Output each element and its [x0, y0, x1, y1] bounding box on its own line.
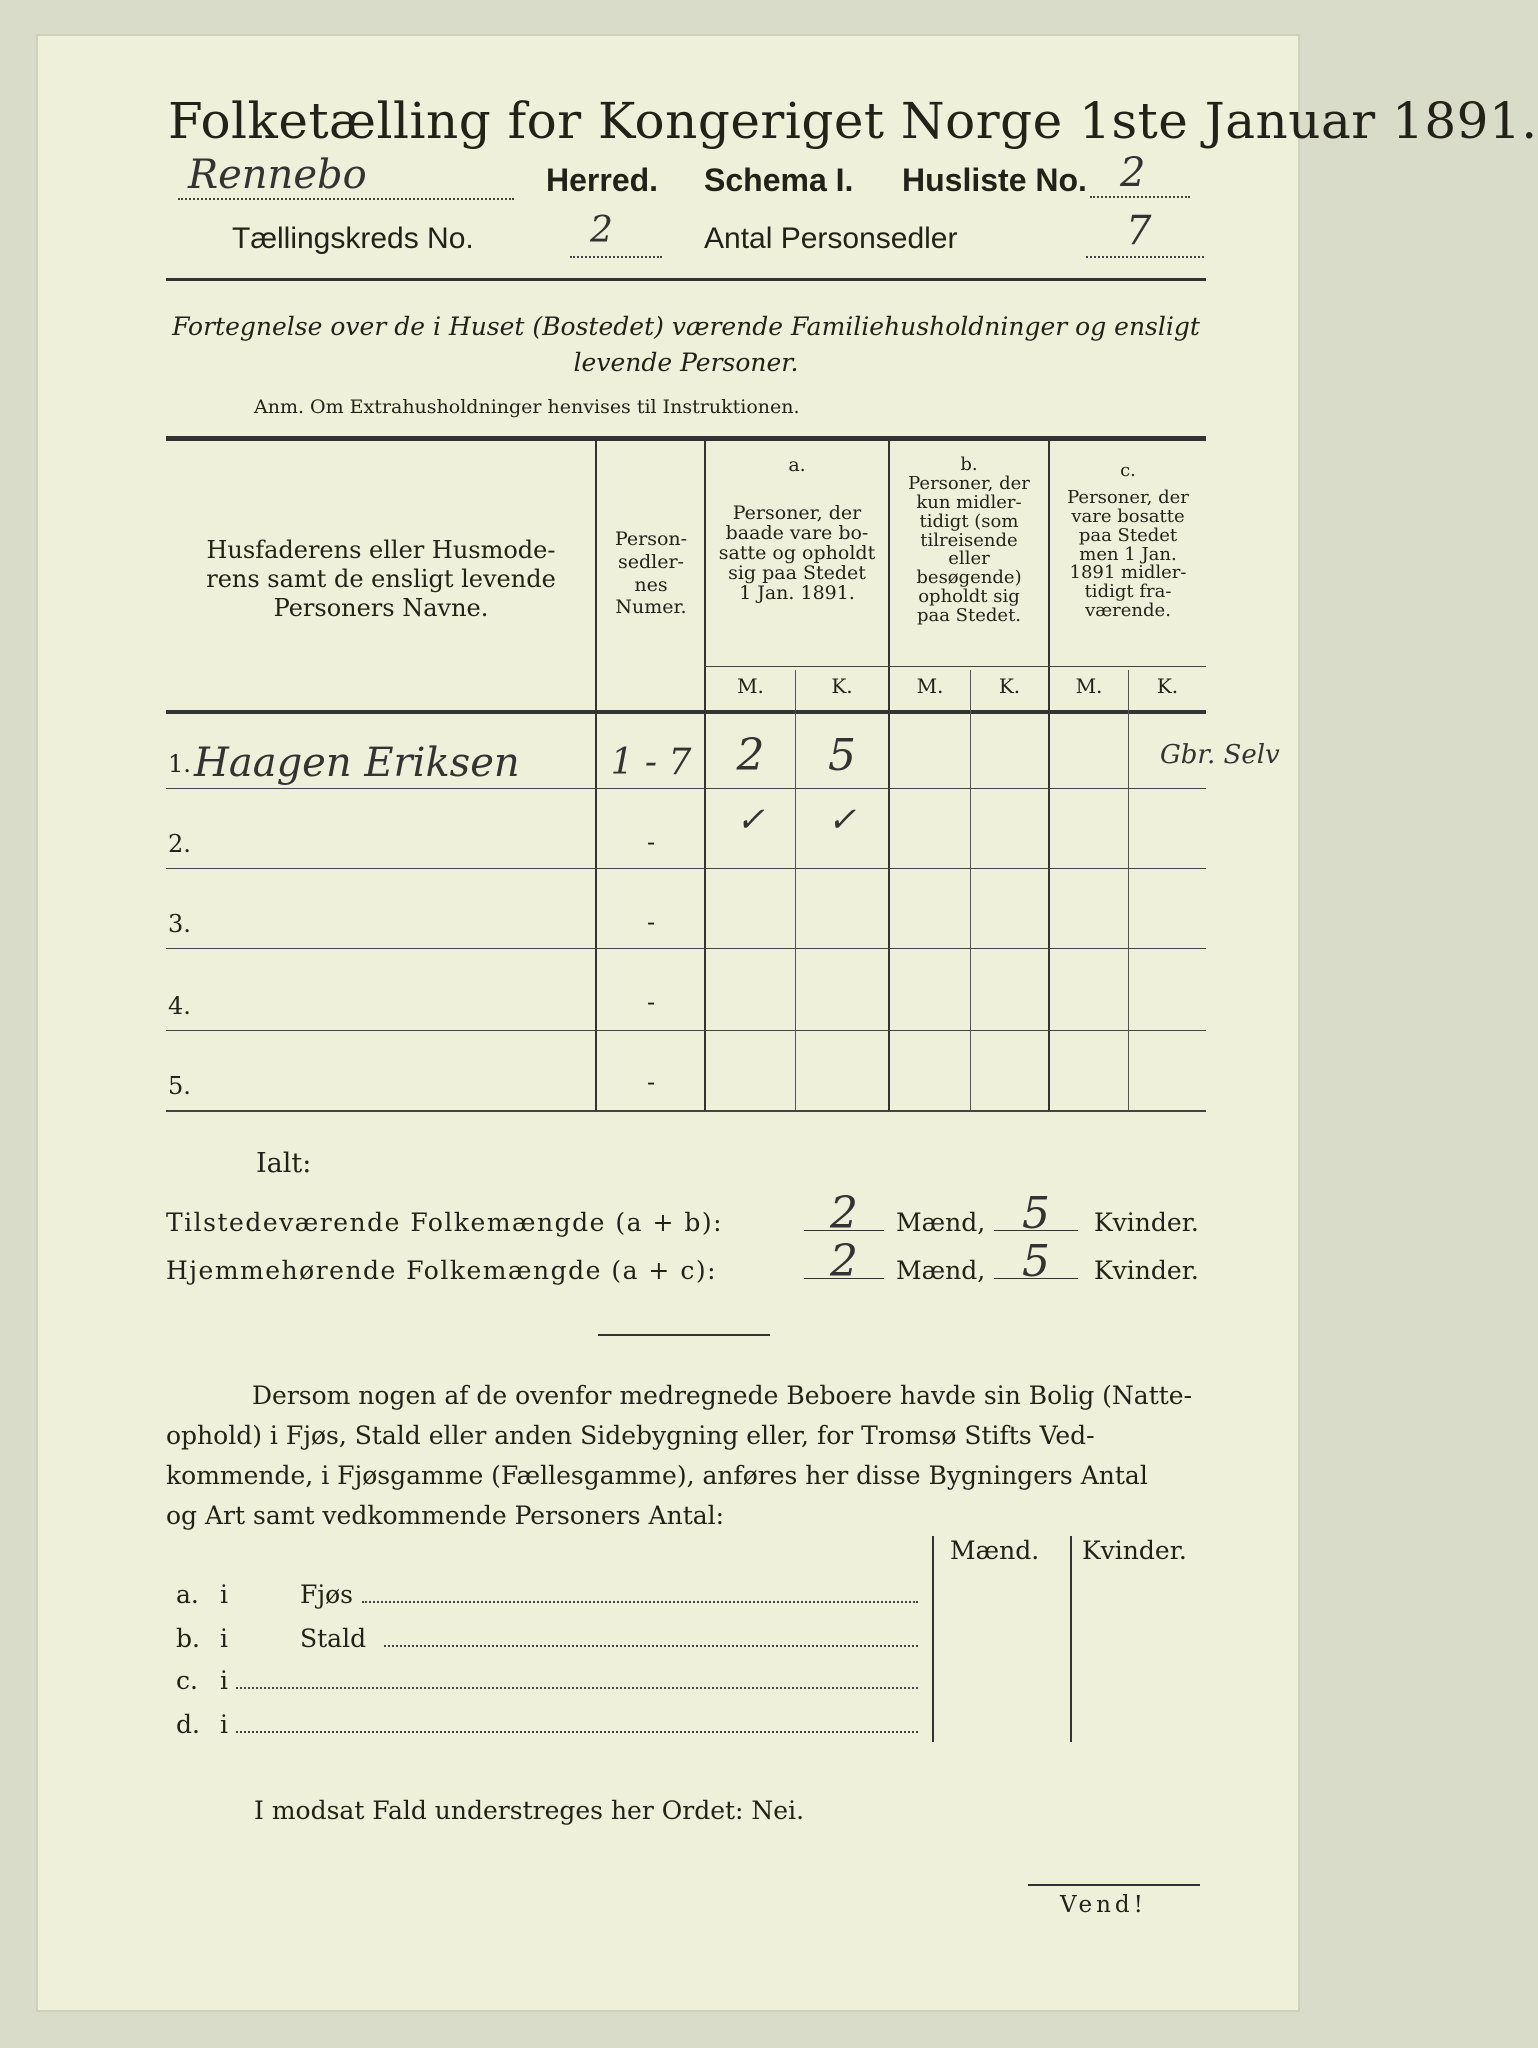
building-a-letter: a. — [176, 1580, 199, 1609]
subcol-divider — [1128, 670, 1129, 1110]
buildings-kvinder-head: Kvinder. — [1082, 1536, 1187, 1565]
row-a-k-check: ✓ — [827, 800, 857, 840]
col-a-line: Personer, der — [732, 501, 862, 524]
col-c-line: værende. — [1085, 600, 1171, 622]
row-a-m-check: ✓ — [736, 800, 765, 840]
col-b-line: Personer, der — [908, 472, 1030, 494]
hjemme-m-value: 2 — [830, 1236, 858, 1287]
tilstede-maend: Mænd, — [896, 1208, 986, 1237]
building-c-i: i — [220, 1666, 228, 1695]
anm-note: Anm. Om Extrahusholdninger henvises til Instruktionen. — [254, 396, 800, 418]
col-header-number — [598, 528, 704, 619]
row-name: Haagen Eriksen — [194, 740, 520, 786]
col-divider — [595, 441, 597, 1111]
buildings-col-divider — [1070, 1536, 1072, 1742]
m-label: M. — [916, 674, 944, 698]
table-top-rule — [166, 436, 1206, 441]
building-b-letter: b. — [176, 1624, 200, 1653]
col-b-line: paa Stedet. — [916, 605, 1022, 627]
col-c-line: tidigt fra- — [1084, 581, 1172, 603]
col-c-line: vare bosatte — [1071, 505, 1185, 527]
buildings-col-divider — [932, 1536, 934, 1742]
col-header-a — [706, 456, 888, 604]
row-sedler-number: - — [646, 828, 656, 856]
col-a-line: baade vare bo- — [725, 521, 869, 544]
husliste-value: 2 — [1120, 150, 1146, 196]
col-a-letter: a. — [788, 454, 806, 476]
intro-line-2: levende Personer. — [573, 348, 799, 377]
col-b-line: opholdt sig — [918, 586, 1020, 608]
col-b-line: eller — [948, 548, 990, 570]
row-rule — [166, 788, 1206, 789]
husliste-field — [1090, 150, 1190, 198]
building-c-letter: c. — [176, 1666, 198, 1695]
col-header-names-line: Personers Navne. — [273, 593, 489, 622]
building-b-i: i — [220, 1624, 228, 1653]
hjemme-kvinder: Kvinder. — [1094, 1256, 1199, 1285]
row-rule — [166, 948, 1206, 949]
herred-value: Rennebo — [188, 152, 367, 198]
col-header-number-line: sedler- — [618, 550, 684, 573]
col-a-line: 1 Jan. 1891. — [739, 581, 855, 604]
col-header-b — [890, 456, 1048, 626]
row-a-k: 5 — [828, 730, 856, 781]
col-c-line: paa Stedet — [1078, 524, 1178, 546]
m-label: M. — [737, 674, 764, 698]
col-header-c — [1050, 462, 1206, 621]
intro-line-1: Fortegnelse over de i Huset (Bostedet) værende Familiehusholdninger og ensligt — [172, 312, 1200, 341]
row-c-k-note: Gbr. Selv — [1160, 740, 1280, 770]
k-label: K. — [831, 674, 853, 698]
form-title: Folketælling for Kongeriget Norge 1ste Januar 1891. — [168, 92, 1538, 150]
m-label: M. — [1075, 674, 1103, 698]
col-c-line: Personer, der — [1067, 486, 1189, 508]
herred-label: Herred. — [546, 162, 659, 198]
subcol-divider — [970, 670, 971, 1110]
col-header-names-line: rens samt de ensligt levende — [206, 564, 556, 593]
buildings-para-line: kommende, i Fjøsgamme (Fællesgamme), anføres her disse Bygningers Antal — [166, 1461, 1148, 1490]
col-c-line: 1891 midler- — [1069, 562, 1187, 584]
mk-rule — [704, 666, 1206, 667]
header-rule — [166, 278, 1206, 281]
k-label: K. — [998, 674, 1021, 698]
husliste-label: Husliste No. — [902, 162, 1087, 198]
vend-label: Vend! — [1060, 1892, 1147, 1918]
buildings-para-line: og Art samt vedkommende Personers Antal: — [166, 1501, 725, 1530]
k-label: K. — [1156, 674, 1179, 698]
row-sedler-number: - — [646, 908, 656, 936]
col-b-letter: b. — [960, 454, 978, 475]
table-bottom-rule — [166, 1110, 1206, 1112]
antal-label: Antal Personsedler — [704, 222, 958, 255]
buildings-maend-head: Mænd. — [950, 1536, 1040, 1565]
building-c-dots — [236, 1686, 918, 1689]
antal-value: 7 — [1126, 208, 1152, 254]
building-d-i: i — [220, 1710, 228, 1739]
col-b-line: kun midler- — [916, 491, 1022, 513]
kreds-field — [570, 210, 662, 258]
col-header-names-line: Husfaderens eller Husmode- — [206, 536, 556, 564]
row-number: 5. — [168, 1072, 191, 1100]
table-header-rule — [166, 710, 1206, 714]
building-d-letter: d. — [176, 1710, 200, 1739]
tilstede-label: Tilstedeværende Folkemængde (a + b): — [166, 1208, 724, 1237]
buildings-para-line: ophold) i Fjøs, Stald eller anden Sidebygning eller, for Tromsø Stifts Ved- — [166, 1421, 1095, 1450]
row-number: 2. — [168, 830, 191, 858]
row-number: 4. — [168, 992, 191, 1020]
kreds-label: Tællingskreds No. — [232, 222, 474, 255]
col-b-line: tilreisende — [920, 529, 1018, 551]
ialt-label: Ialt: — [256, 1148, 312, 1179]
col-header-number-line: Person- — [614, 528, 688, 550]
antal-field — [1086, 208, 1204, 258]
buildings-paragraph — [166, 1376, 1206, 1536]
section-divider — [598, 1334, 770, 1336]
tilstede-kvinder: Kvinder. — [1094, 1208, 1199, 1237]
row-sedler-number: - — [646, 1068, 656, 1096]
building-a-label: Fjøs — [300, 1580, 353, 1609]
building-b-dots — [384, 1644, 918, 1647]
building-b-label: Stald — [300, 1624, 367, 1653]
col-c-letter: c. — [1120, 460, 1136, 481]
kreds-value: 2 — [590, 210, 613, 251]
herred-field — [178, 152, 514, 200]
hjemme-k-value: 5 — [1022, 1236, 1050, 1287]
col-header-number-line: nes — [634, 573, 668, 596]
row-a-m: 2 — [736, 730, 765, 781]
tilstede-m-value: 2 — [830, 1188, 858, 1239]
col-header-number-line: Numer. — [615, 596, 687, 619]
col-b-line: besøgende) — [916, 567, 1022, 589]
row-rule — [166, 868, 1206, 869]
hjemme-maend: Mænd, — [896, 1256, 986, 1285]
schema-label: Schema I. — [704, 162, 854, 198]
col-header-names — [176, 536, 586, 622]
building-a-dots — [362, 1600, 918, 1603]
row-sedler-number: 1 - 7 — [610, 742, 692, 783]
nei-line: I modsat Fald understreges her Ordet: Nei. — [254, 1796, 805, 1825]
vend-rule — [1028, 1884, 1200, 1886]
tilstede-k-value: 5 — [1022, 1188, 1050, 1239]
row-number: 1. — [168, 750, 191, 778]
col-a-line: sig paa Stedet — [728, 561, 866, 584]
building-a-i: i — [220, 1580, 228, 1609]
building-d-dots — [236, 1730, 918, 1733]
col-b-line: tidigt (som — [919, 510, 1019, 532]
row-sedler-number: - — [646, 988, 656, 1016]
buildings-para-line: Dersom nogen af de ovenfor medregnede Beboere havde sin Bolig (Natte- — [252, 1381, 1193, 1410]
col-a-line: satte og opholdt — [718, 541, 876, 564]
hjemme-label: Hjemmehørende Folkemængde (a + c): — [166, 1256, 717, 1285]
row-rule — [166, 1030, 1206, 1031]
col-c-line: men 1 Jan. — [1079, 543, 1177, 565]
row-number: 3. — [168, 910, 191, 938]
